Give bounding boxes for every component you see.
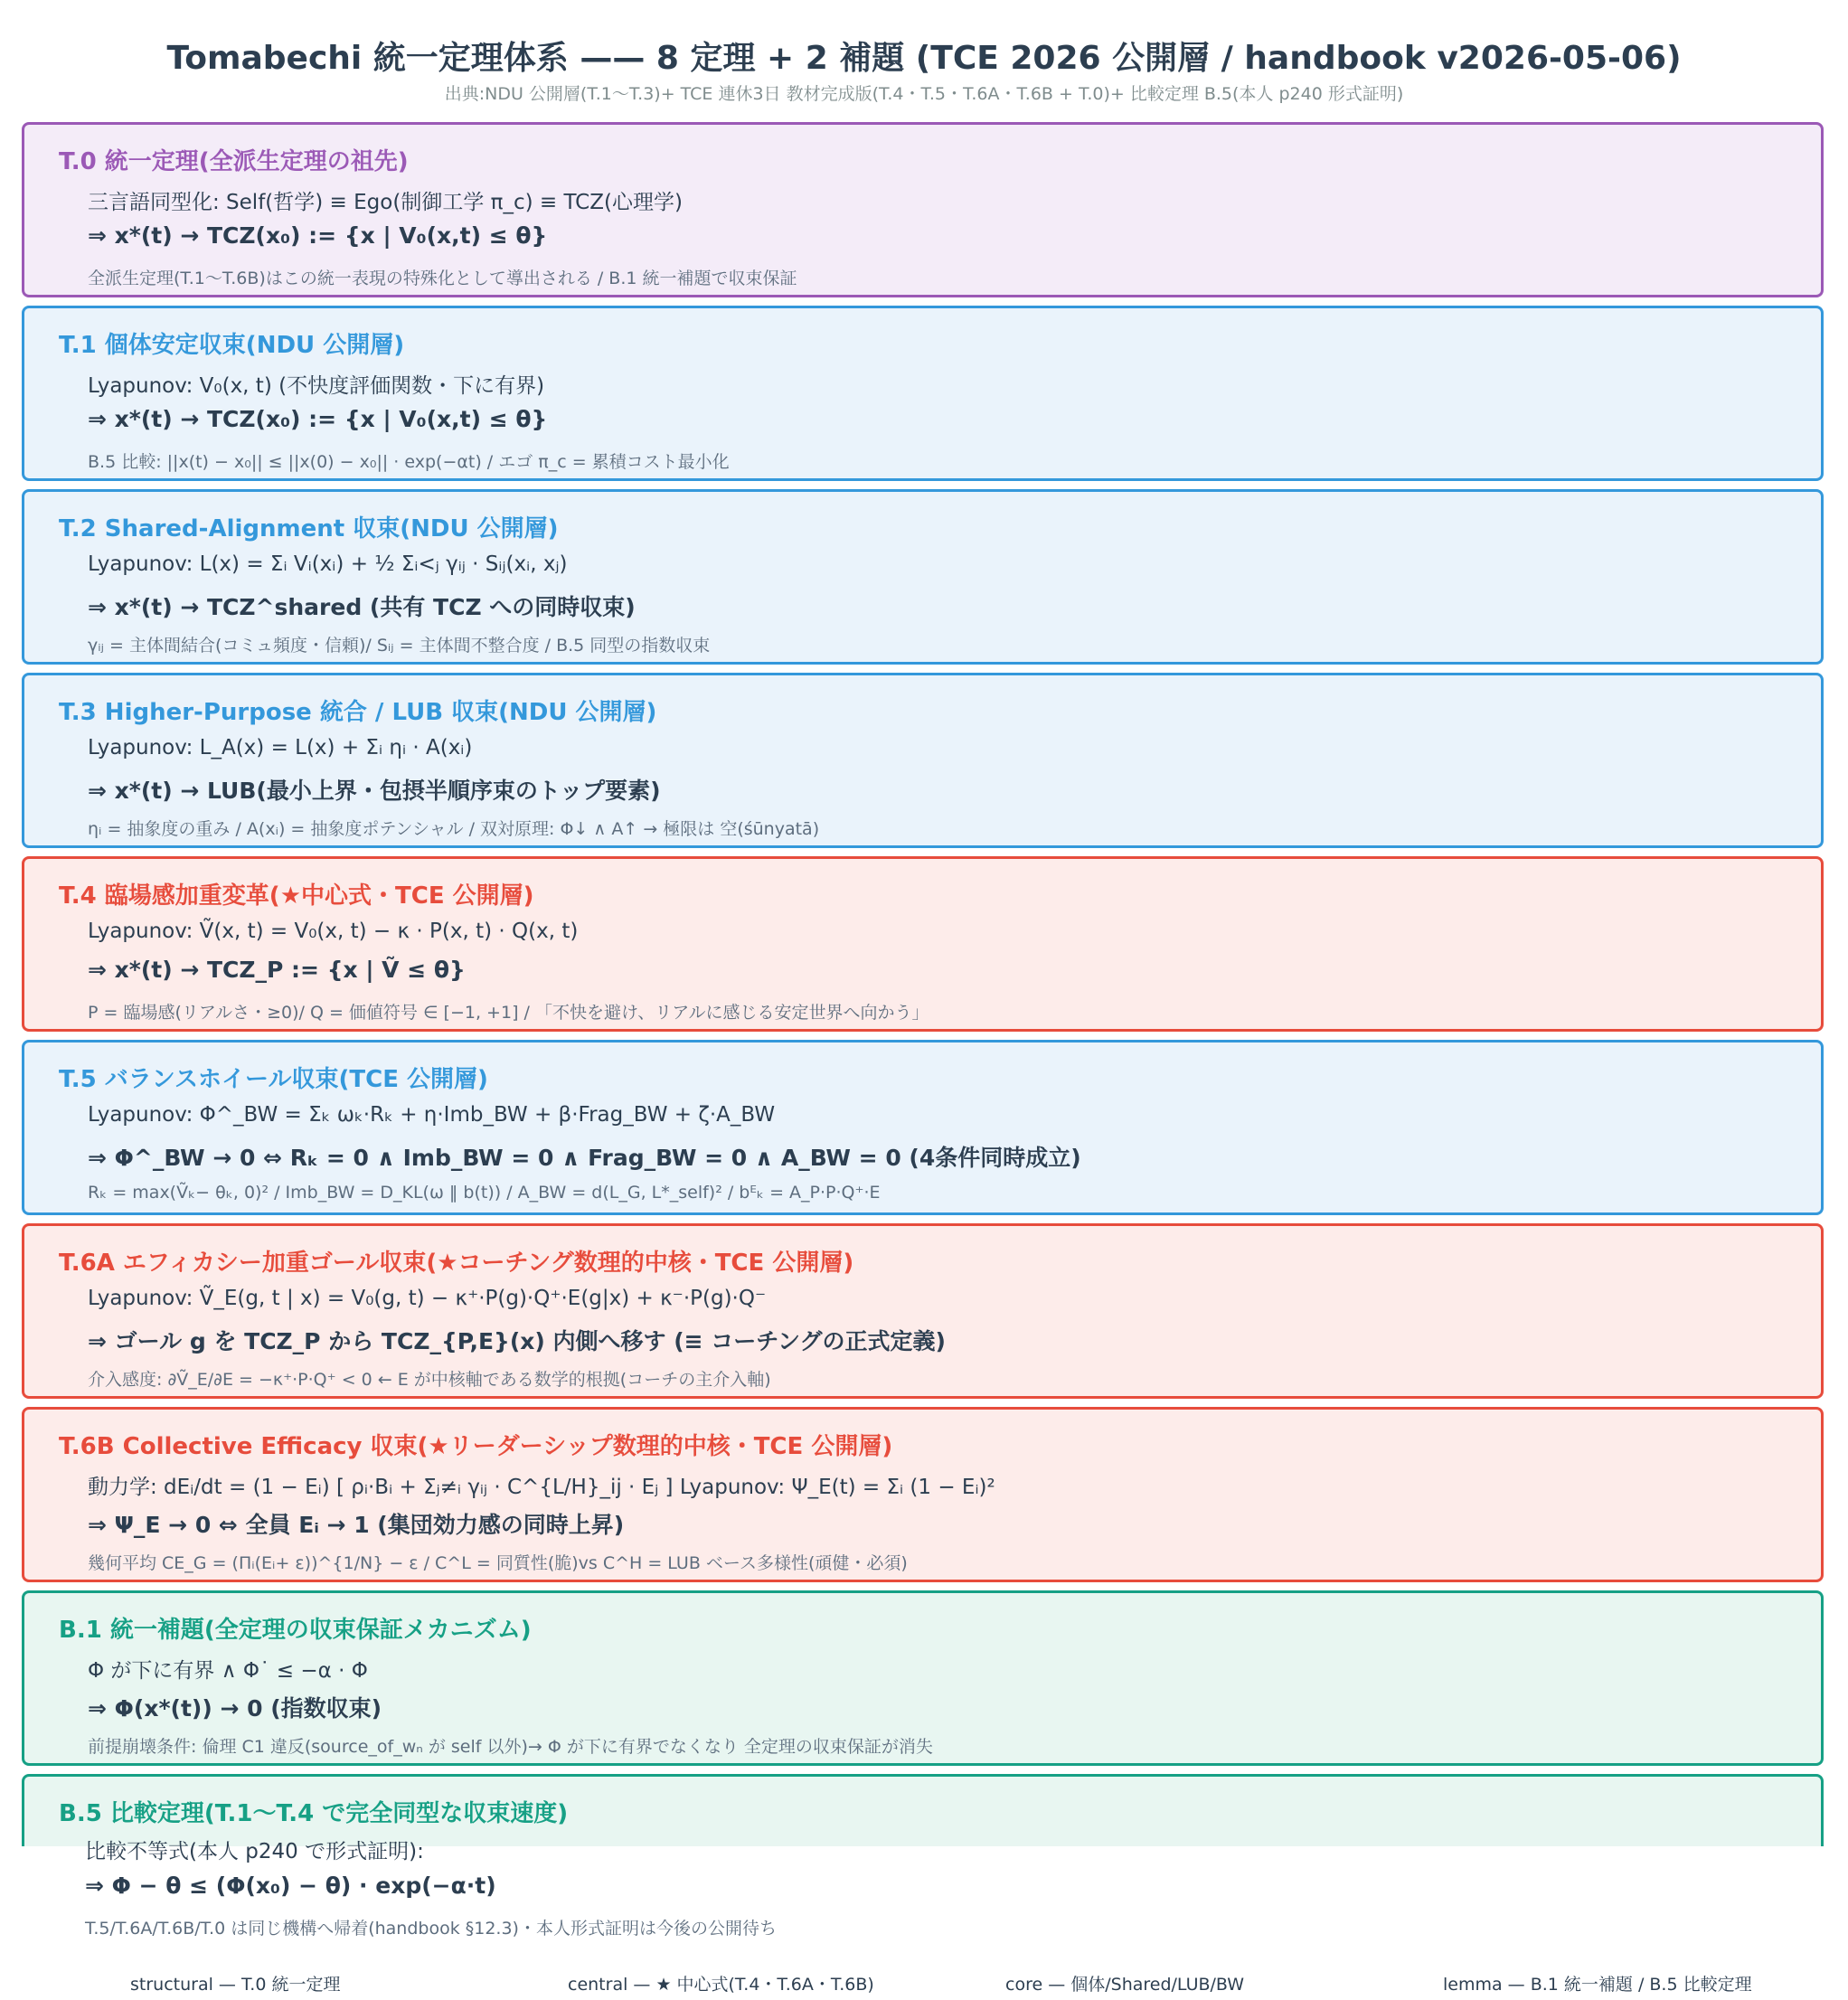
legend-lemma: lemma — B.1 統一補題 / B.5 比較定理 [1443,1975,1752,1995]
legend-central: central — ★ 中心式(T.4・T.6A・T.6B) [568,1975,874,1995]
card-formula: Lyapunov: Ṽ_E(g, t | x) = V₀(g, t) − κ⁺·P(g)·Q⁺·E(g|x) + κ⁻·P(g)·Q⁻ [88,1287,767,1310]
card-note: 介入感度: ∂Ṽ_E/∂E = −κ⁺·P·Q⁺ < 0 ← E が中核軸である数学的根拠(コーチの主介入軸) [88,1370,771,1390]
card-result: ⇒ Ψ_E → 0 ⇔ 全員 Eᵢ → 1 (集団効力感の同時上昇) [88,1512,625,1538]
card-note: γᵢⱼ = 主体間結合(コミュ頻度・信頼)/ Sᵢⱼ = 主体間不整合度 / B.5 同型の指数収束 [88,636,711,656]
theorem-card-t5 [22,1040,1824,1215]
card-title: T.4 臨場感加重変革(★中心式・TCE 公開層) [59,882,534,910]
theorem-card-t4 [22,856,1824,1032]
lemma-card-b1 [22,1590,1824,1766]
card-result: ⇒ x*(t) → TCZ^shared (共有 TCZ への同時収束) [88,594,636,620]
card-note: B.5 比較: ||x(t) − x₀|| ≤ ||x(0) − x₀|| · exp(−αt) / エゴ π_c = 累積コスト最小化 [88,452,730,472]
theorem-card-t1 [22,306,1824,481]
card-title: T.2 Shared-Alignment 収束(NDU 公開層) [59,515,559,542]
card-formula: Lyapunov: Ṽ(x, t) = V₀(x, t) − κ · P(x, t) · Q(x, t) [88,920,579,943]
card-result: ⇒ x*(t) → TCZ(x₀) := {x | V₀(x,t) ≤ θ} [88,406,548,432]
lemma-b5-formula: 比較不等式(本人 p240 で形式証明): [85,1840,424,1863]
card-result: ⇒ Φ(x*(t)) → 0 (指数収束) [88,1695,382,1722]
card-title: T.1 個体安定収束(NDU 公開層) [59,332,405,359]
card-title: T.3 Higher-Purpose 統合 / LUB 収束(NDU 公開層) [59,699,657,726]
card-formula: Lyapunov: L_A(x) = L(x) + Σᵢ ηᵢ · A(xᵢ) [88,736,473,759]
card-title: T.6A エフィカシー加重ゴール収束(★コーチング数理的中核・TCE 公開層) [59,1250,854,1277]
card-title: T.6B Collective Efficacy 収束(★リーダーシップ数理的中核・TCE 公開層) [59,1433,893,1460]
card-title: T.0 統一定理(全派生定理の祖先) [59,148,409,175]
legend-core: core — 個体/Shared/LUB/BW [1005,1975,1245,1995]
card-result: ⇒ ゴール g を TCZ_P から TCZ_{P,E}(x) 内側へ移す (≡ コーチングの正式定義) [88,1328,946,1354]
theorem-card-t2 [22,489,1824,665]
card-title: T.5 バランスホイール収束(TCE 公開層) [59,1066,488,1093]
lemma-b5-note: T.5/T.6A/T.6B/T.0 は同じ機構へ帰着(handbook §12.3)・本人形式証明は今後の公開待ち [85,1919,777,1939]
theorem-card-t6a [22,1223,1824,1399]
card-note: 前提崩壊条件: 倫理 C1 違反(source_of_wₙ が self 以外)→ Φ が下に有界でなくなり 全定理の収束保証が消失 [88,1737,933,1757]
page-title: Tomabechi 統一定理体系 —— 8 定理 + 2 補題 (TCE 2026 公開層 / handbook v2026-05-06) [166,40,1682,77]
card-title: B.1 統一補題(全定理の収束保証メカニズム) [59,1617,532,1644]
card-formula: Φ が下に有界 ∧ Φ˙ ≤ −α · Φ [88,1659,368,1683]
card-title: B.5 比較定理(T.1〜T.4 で完全同型な収束速度) [59,1800,569,1827]
theorem-card-t3 [22,673,1824,848]
legend-structural: structural — T.0 統一定理 [130,1975,341,1995]
card-note: 全派生定理(T.1〜T.6B)はこの統一表現の特殊化として導出される / B.1 統一補題で収束保証 [88,269,797,288]
card-result: ⇒ x*(t) → TCZ_P := {x | Ṽ ≤ θ} [88,957,466,983]
card-note: Rₖ = max(Ṽₖ− θₖ, 0)² / Imb_BW = D_KL(ω ‖ b(t)) / A_BW = d(L_G, L*_self)² / bᴱₖ = A_P·P·Q⁺·E [88,1183,881,1203]
card-formula: Lyapunov: Φ^_BW = Σₖ ωₖ·Rₖ + η·Imb_BW + β·Frag_BW + ζ·A_BW [88,1103,776,1127]
card-note: ηᵢ = 抽象度の重み / A(xᵢ) = 抽象度ポテンシャル / 双対原理: Φ↓ ∧ A↑ → 極限は 空(śūnyatā) [88,819,820,839]
lemma-b5-result: ⇒ Φ − θ ≤ (Φ(x₀) − θ) · exp(−α·t) [85,1873,496,1899]
card-result: ⇒ Φ^_BW → 0 ⇔ Rₖ = 0 ∧ Imb_BW = 0 ∧ Frag_BW = 0 ∧ A_BW = 0 (4条件同時成立) [88,1145,1081,1171]
theorem-card-t6b [22,1407,1824,1582]
card-formula: Lyapunov: V₀(x, t) (不快度評価関数・下に有界) [88,374,545,398]
card-note: P = 臨場感(リアルさ・≥0)/ Q = 価値符号 ∈ [−1, +1] / 「不快を避け、リアルに感じる安定世界へ向かう」 [88,1003,929,1023]
theorem-card-t0 [22,122,1824,297]
card-result: ⇒ x*(t) → LUB(最小上界・包摂半順序束のトップ要素) [88,778,661,804]
card-formula: 三言語同型化: Self(哲学) ≡ Ego(制御工学 π_c) ≡ TCZ(心理学) [88,191,683,214]
card-result: ⇒ x*(t) → TCZ(x₀) := {x | V₀(x,t) ≤ θ} [88,222,548,249]
page-subtitle: 出典:NDU 公開層(T.1〜T.3)+ TCE 連休3日 教材完成版(T.4・T.5・T.6A・T.6B + T.0)+ 比較定理 B.5(本人 p240 形式証明) [444,84,1404,104]
card-formula: 動力学: dEᵢ/dt = (1 − Eᵢ) [ ρᵢ·Bᵢ + Σⱼ≠ᵢ γᵢⱼ · C^{L/H}_ij · Eⱼ ] Lyapunov: Ψ_E(t) = Σᵢ (1 − Eᵢ)² [88,1476,995,1499]
card-note: 幾何平均 CE_G = (Πᵢ(Eᵢ+ ε))^{1/N} − ε / C^L = 同質性(脆)vs C^H = LUB ベース多様性(頑健・必須) [88,1553,908,1573]
card-formula: Lyapunov: L(x) = Σᵢ Vᵢ(xᵢ) + ½ Σᵢ<ⱼ γᵢⱼ · Sᵢⱼ(xᵢ, xⱼ) [88,552,568,576]
